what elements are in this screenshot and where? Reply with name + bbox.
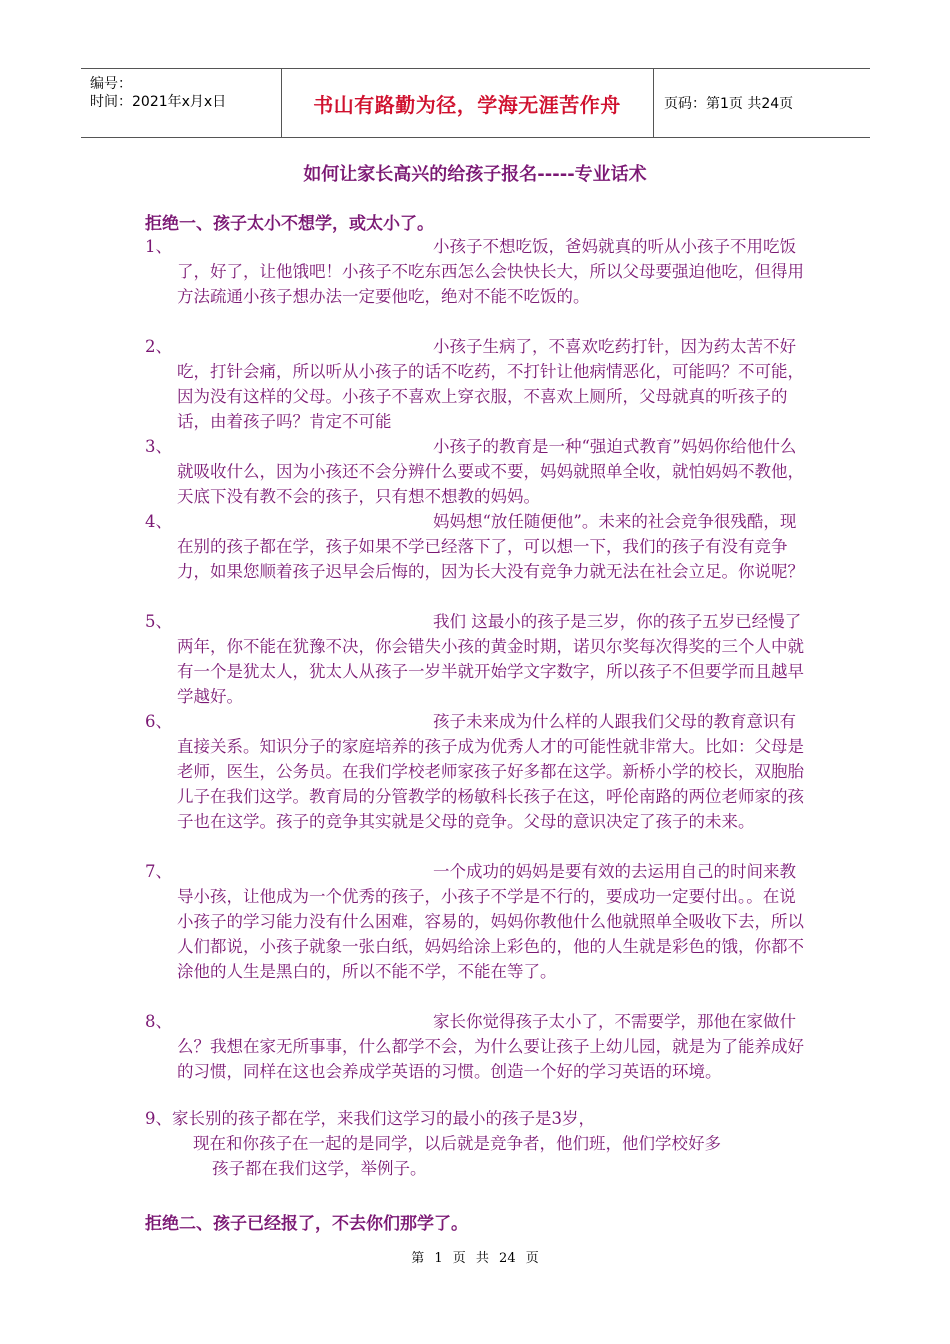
item-text: 我们 这最小的孩子是三岁，你的孩子五岁已经慢了两年，你不能在犹豫不决，你会错失小孩的黄金时期，诺贝尔奖每次得奖的三个人中就有一个是犹太人，犹太人从孩子一岁半就开始学文字数字，所以孩子不但要学而且越早学越好。: [177, 612, 804, 706]
page-code: 页码：第1页 共24页: [664, 96, 794, 112]
date-label: 时间：2021年x月x日: [90, 94, 227, 110]
item-number: 4、: [145, 512, 172, 531]
item-number: 6、: [145, 712, 172, 731]
list-item: [145, 509, 810, 584]
item-number: 1、: [145, 237, 172, 256]
item-number: 7、: [145, 862, 172, 881]
motto: 书山有路勤为径，学海无涯苦作舟: [313, 92, 621, 117]
list-item: [145, 434, 810, 509]
item-text: 一个成功的妈妈是要有效的去运用自己的时间来教导小孩，让他成为一个优秀的孩子，小孩子不学是不行的，要成功一定要付出。。在说小孩子的学习能力没有什么困难，容易的，妈妈你教他什么他就照单全吸收下去，所以人们都说，小孩子就象一张白纸，妈妈给涂上彩色的，他的人生就是彩色的饿，你都不涂他的人生是黑白的，所以不能不学，不能在等了。: [177, 862, 804, 981]
item9-line2: 现在和你孩子在一起的是同学，以后就是竞争者，他们班，他们学校好多: [193, 1134, 721, 1153]
item9-line1: 9、家长别的孩子都在学，来我们这学习的最小的孩子是3岁，: [145, 1109, 595, 1128]
item-text: 小孩子不想吃饭，爸妈就真的听从小孩子不用吃饭了，好了，让他饿吧！小孩子不吃东西怎么会快快长大，所以父母要强迫他吃，但得用方法疏通小孩子想办法一定要他吃，绝对不能不吃饭的。: [177, 237, 804, 306]
item-text: 家长你觉得孩子太小了，不需要学，那他在家做什么？我想在家无所事事，什么都学不会，为什么要让孩子上幼儿园，就是为了能养成好的习惯，同样在这也会养成学英语的习惯。创造一个好的学习英语的环境。: [177, 1012, 804, 1081]
list-item: [145, 1009, 810, 1084]
list-item: [145, 709, 810, 834]
item-text: 孩子未来成为什么样的人跟我们父母的教育意识有直接关系。知识分子的家庭培养的孩子成为优秀人才的可能性就非常大。比如：父母是老师，医生，公务员。在我们学校老师家孩子好多都在这学。新桥小学的校长，双胞胎儿子在我们这学。教育局的分管教学的杨敏科长孩子在这，呼伦南路的两位老师家的孩子也在这学。孩子的竞争其实就是父母的竞争。父母的意识决定了孩子的未来。: [177, 712, 804, 831]
section-title-1: 拒绝一、孩子太小不想学，或太小了。: [145, 214, 434, 234]
item9-line3: 孩子都在我们这学，举例子。: [212, 1159, 427, 1178]
list-item: [145, 334, 810, 434]
item-text: 小孩子的教育是一种“强迫式教育”妈妈你给他什么就吸收什么，因为小孩还不会分辨什么要或不要，妈妈就照单全收，就怕妈妈不教他，天底下没有教不会的孩子，只有想不想教的妈妈。: [177, 437, 804, 506]
item-number: 3、: [145, 437, 172, 456]
page-footer: 第 1 页 共 24 页: [411, 1251, 539, 1266]
item-text: 妈妈想“放任随便他”。未来的社会竞争很残酷，现在别的孩子都在学，孩子如果不学已经落下了，可以想一下，我们的孩子有没有竞争力，如果您顺着孩子迟早会后悔的，因为长大没有竞争力就无法在社会立足。你说呢？: [177, 512, 804, 581]
list-item: [145, 234, 810, 309]
list-item: [145, 859, 810, 984]
item-text: 小孩子生病了，不喜欢吃药打针，因为药太苦不好吃，打针会痛，所以听从小孩子的话不吃药，不打针让他病情恶化，可能吗？不可能，因为没有这样的父母。小孩子不喜欢上穿衣服，不喜欢上厕所，父母就真的听孩子的话，由着孩子吗？肯定不可能: [177, 337, 804, 431]
list-item-9: [145, 1106, 810, 1181]
header-page-cell: [654, 69, 870, 137]
item-number: 5、: [145, 612, 172, 631]
header-table: [81, 68, 870, 138]
header-motto-cell: [281, 69, 654, 137]
number-label: 编号：: [90, 76, 132, 92]
list-item: [145, 609, 810, 709]
item-number: 2、: [145, 337, 172, 356]
header-info-cell: [81, 69, 282, 137]
item-number: 8、: [145, 1012, 172, 1031]
document-title: 如何让家长高兴的给孩子报名-----专业话术: [303, 164, 647, 185]
section-title-2: 拒绝二、孩子已经报了，不去你们那学了。: [145, 1214, 468, 1234]
